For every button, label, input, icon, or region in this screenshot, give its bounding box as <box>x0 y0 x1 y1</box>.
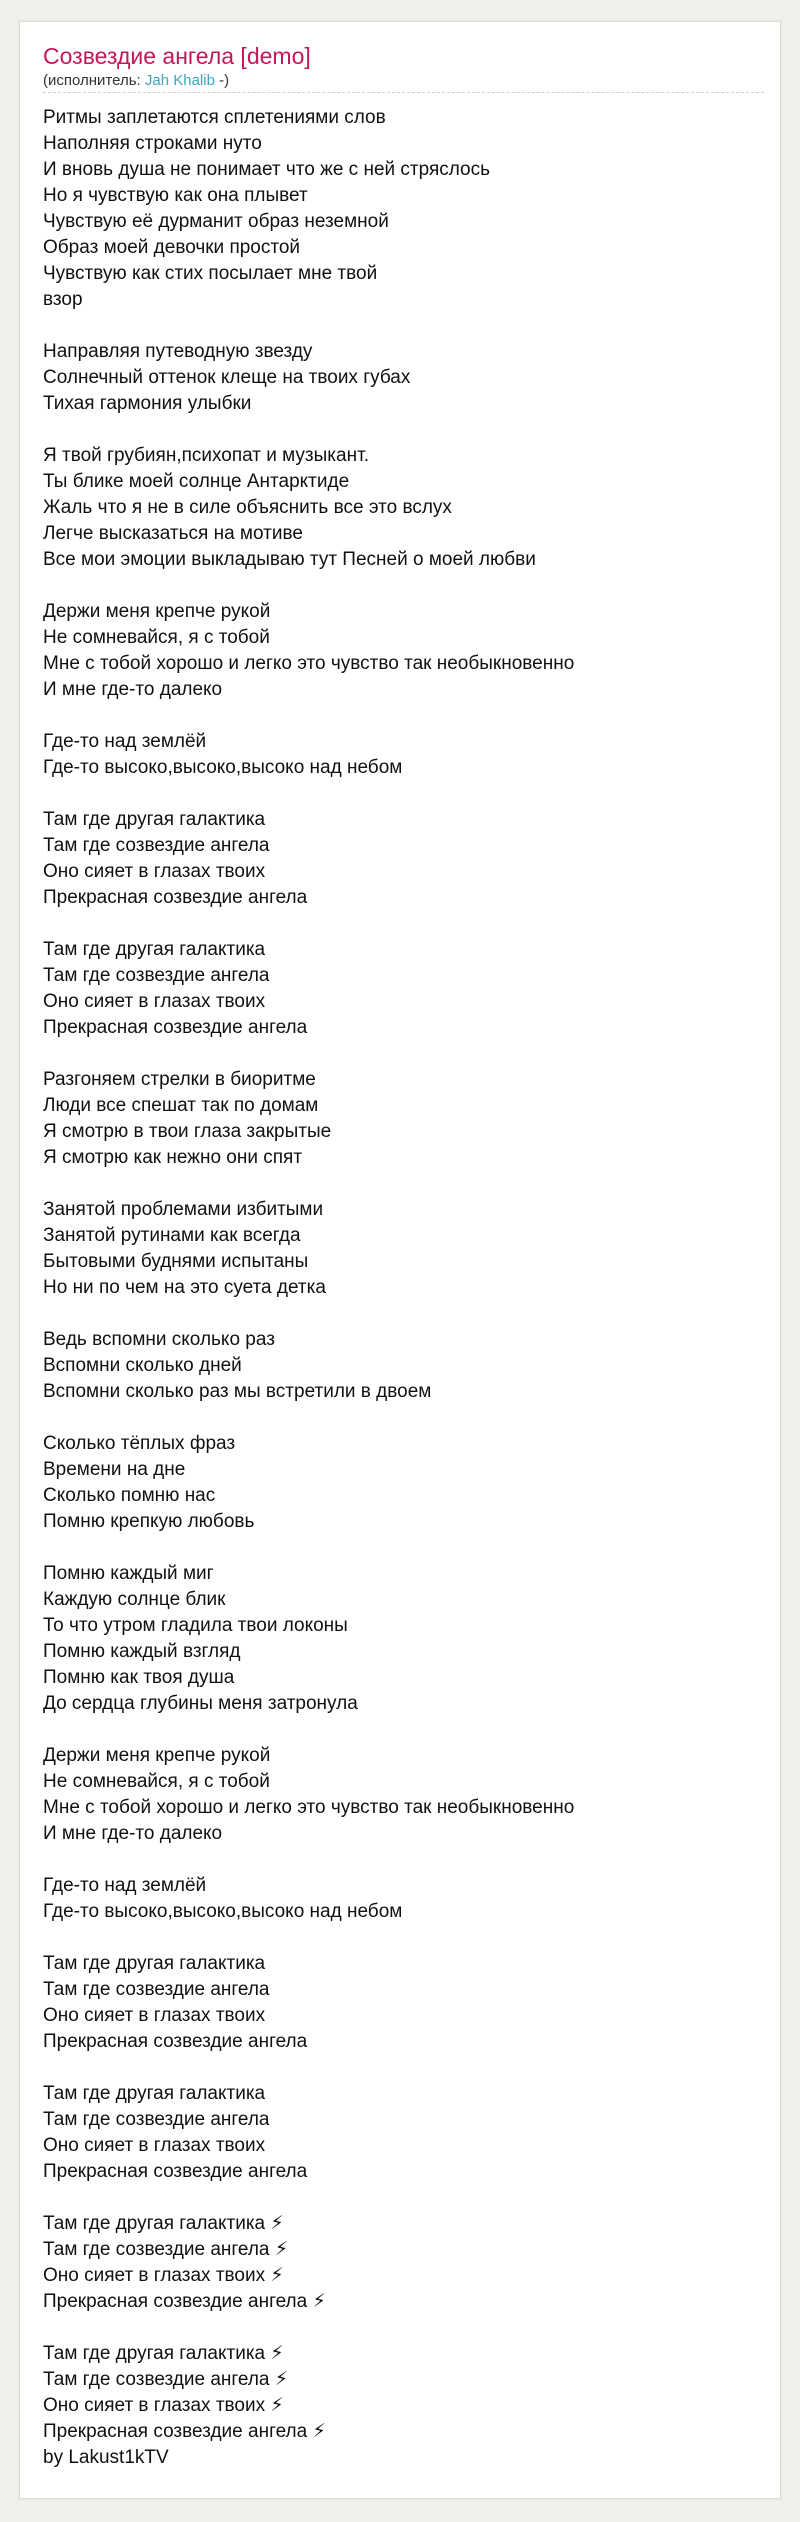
lyric-line: Я смотрю как нежно они спят <box>43 1147 303 1168</box>
lyric-line: Но ни по чем на это суета детка <box>43 1277 326 1298</box>
lyric-line <box>43 2055 574 2081</box>
lyric-line: Держи меня крепче рукой <box>43 1745 271 1766</box>
lyric-line: Мне с тобой хорошо и легко это чувство так необыкновенно <box>43 653 575 674</box>
lyric-line: Вспомни сколько дней <box>43 1355 242 1376</box>
lyric-line: Образ моей девочки простой <box>43 237 301 258</box>
lyric-line: До сердца глубины меня затронула <box>43 1693 358 1714</box>
lyric-line: Там где созвездие ангела ⚡ <box>43 2369 289 2390</box>
lyric-line: Там где созвездие ангела <box>43 965 270 986</box>
lyric-line: Где-то высоко,высоко,высоко над небом <box>43 1901 403 1922</box>
lyrics-text <box>43 105 574 2471</box>
lyric-line <box>43 417 574 443</box>
lyric-line: Держи меня крепче рукой <box>43 601 271 622</box>
lyric-line <box>43 313 574 339</box>
lyric-line: Солнечный оттенок клеще на твоих губах <box>43 367 411 388</box>
lyric-line: Но я чувствую как она плывет <box>43 185 308 206</box>
lyric-line <box>43 1535 574 1561</box>
artist-line <box>43 72 229 90</box>
lyrics-card <box>19 21 781 2499</box>
lyric-line <box>43 911 574 937</box>
lyric-line: Занятой рутинами как всегда <box>43 1225 301 1246</box>
lyric-line: Там где другая галактика ⚡ <box>43 2343 284 2364</box>
lyric-line: Оно сияет в глазах твоих ⚡ <box>43 2395 284 2416</box>
lyric-line: Помню каждый взгляд <box>43 1641 241 1662</box>
lyric-line: Где-то высоко,высоко,высоко над небом <box>43 757 403 778</box>
lyric-line: Прекрасная созвездие ангела ⚡ <box>43 2291 326 2312</box>
lyric-line: Там где другая галактика ⚡ <box>43 2213 284 2234</box>
lyric-line: Там где созвездие ангела <box>43 1979 270 2000</box>
lyric-line: Там где другая галактика <box>43 809 266 830</box>
lyric-line: То что утром гладила твои локоны <box>43 1615 348 1636</box>
lyric-line: Чувствую её дурманит образ неземной <box>43 211 389 232</box>
lyric-line: Занятой проблемами избитыми <box>43 1199 324 1220</box>
lyric-line: И мне где-то далеко <box>43 679 223 700</box>
lyric-line: Тихая гармония улыбки <box>43 393 252 414</box>
lyric-line <box>43 1301 574 1327</box>
song-title: Созвездие ангела [demo] <box>43 43 311 69</box>
lyric-line <box>43 2185 574 2211</box>
lyric-line: Прекрасная созвездие ангела <box>43 1017 308 1038</box>
lyric-line <box>43 703 574 729</box>
lyric-line: Оно сияет в глазах твоих <box>43 2005 266 2026</box>
lyric-line: Бытовыми буднями испытаны <box>43 1251 309 1272</box>
lyric-line: Помню как твоя душа <box>43 1667 235 1688</box>
lyric-line: Сколько тёплых фраз <box>43 1433 236 1454</box>
lyric-line: Ты блике моей солнце Антарктиде <box>43 471 350 492</box>
lyric-line: Направляя путеводную звезду <box>43 341 313 362</box>
lyric-line: Оно сияет в глазах твоих <box>43 861 266 882</box>
lyric-line <box>43 573 574 599</box>
lyric-line: Там где созвездие ангела <box>43 2109 270 2130</box>
lyric-line: взор <box>43 289 83 310</box>
lyric-line <box>43 781 574 807</box>
lyric-line: Легче высказаться на мотиве <box>43 523 303 544</box>
lyric-line: Помню крепкую любовь <box>43 1511 255 1532</box>
lyric-line <box>43 1925 574 1951</box>
lyric-line: Прекрасная созвездие ангела <box>43 887 308 908</box>
title-divider <box>43 92 764 93</box>
lyric-line: Там где другая галактика <box>43 939 266 960</box>
lyric-line <box>43 1717 574 1743</box>
lyric-line: Не сомневайся, я с тобой <box>43 1771 270 1792</box>
lyric-line: Там где другая галактика <box>43 2083 266 2104</box>
lyric-line: Чувствую как стих посылает мне твой <box>43 263 378 284</box>
lyric-line: Там где созвездие ангела <box>43 835 270 856</box>
lyric-line <box>43 1041 574 1067</box>
lyric-line: Прекрасная созвездие ангела <box>43 2161 308 2182</box>
lyric-line <box>43 1847 574 1873</box>
lyric-line: Вспомни сколько раз мы встретили в двоем <box>43 1381 432 1402</box>
lyric-line <box>43 1171 574 1197</box>
artist-suffix: -) <box>214 72 230 89</box>
lyric-line: Наполняя строками нуто <box>43 133 262 154</box>
lyric-line: Прекрасная созвездие ангела <box>43 2031 308 2052</box>
lyric-line <box>43 2315 574 2341</box>
lyric-line: Я смотрю в твои глаза закрытые <box>43 1121 332 1142</box>
lyric-line: Сколько помню нас <box>43 1485 216 1506</box>
lyric-line: Жаль что я не в силе объяснить все это вслух <box>43 497 452 518</box>
lyric-line: Помню каждый миг <box>43 1563 214 1584</box>
lyric-line: Все мои эмоции выкладываю тут Песней о моей любви <box>43 549 536 570</box>
lyric-line: Оно сияет в глазах твоих ⚡ <box>43 2265 284 2286</box>
lyric-line: Там где другая галактика <box>43 1953 266 1974</box>
lyric-line: Каждую солнце блик <box>43 1589 226 1610</box>
lyric-line: Я твой грубиян,психопат и музыкант. <box>43 445 369 466</box>
artist-prefix: (исполнитель: <box>43 72 145 89</box>
lyric-line: Мне с тобой хорошо и легко это чувство так необыкновенно <box>43 1797 575 1818</box>
lyric-line: Где-то над землёй <box>43 1875 207 1896</box>
lyric-line: Ритмы заплетаются сплетениями слов <box>43 107 386 128</box>
lyric-line: И вновь душа не понимает что же с ней стряслось <box>43 159 491 180</box>
lyric-line: by Lakust1kTV <box>43 2447 169 2468</box>
lyric-line: Оно сияет в глазах твоих <box>43 991 266 1012</box>
lyric-line: Оно сияет в глазах твоих <box>43 2135 266 2156</box>
artist-link[interactable]: Jah Khalib <box>144 72 215 89</box>
lyric-line: Ведь вспомни сколько раз <box>43 1329 275 1350</box>
lyric-line: И мне где-то далеко <box>43 1823 223 1844</box>
lyric-line: Прекрасная созвездие ангела ⚡ <box>43 2421 326 2442</box>
lyric-line <box>43 1405 574 1431</box>
lyric-line: Там где созвездие ангела ⚡ <box>43 2239 289 2260</box>
lyric-line: Люди все спешат так по домам <box>43 1095 319 1116</box>
lyric-line: Где-то над землёй <box>43 731 207 752</box>
lyric-line: Не сомневайся, я с тобой <box>43 627 270 648</box>
lyric-line: Времени на дне <box>43 1459 186 1480</box>
lyric-line: Разгоняем стрелки в биоритме <box>43 1069 316 1090</box>
